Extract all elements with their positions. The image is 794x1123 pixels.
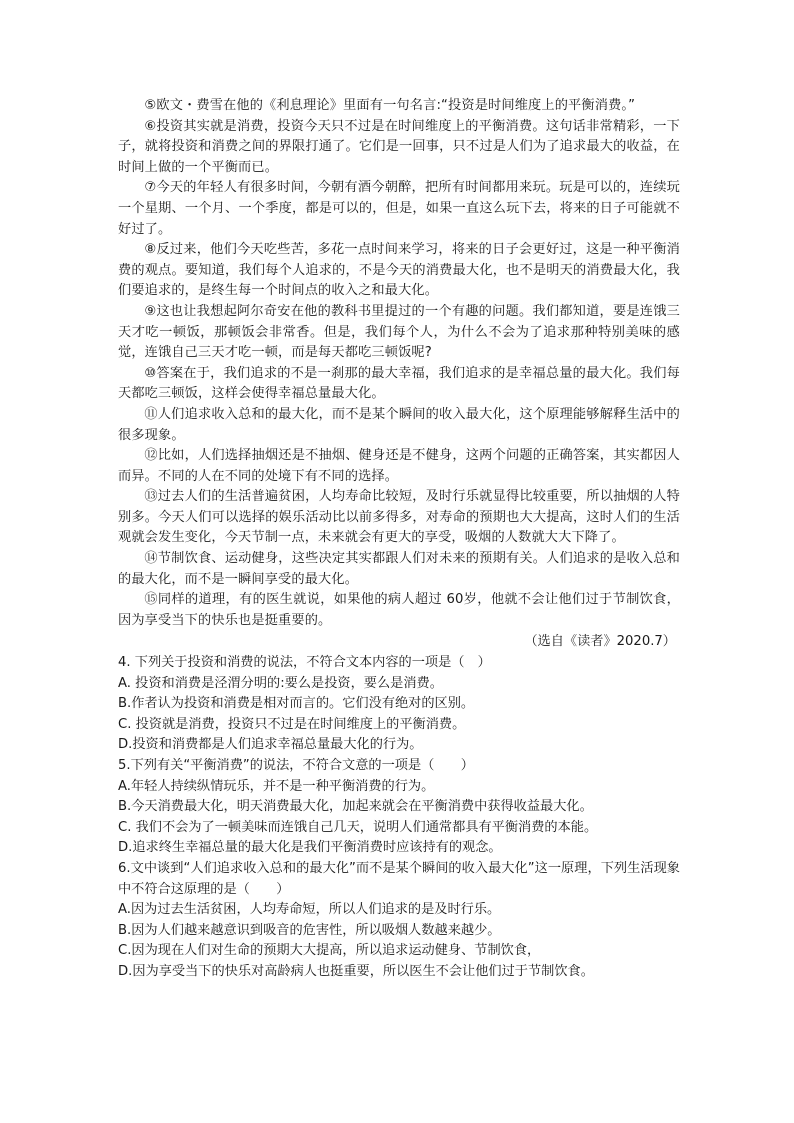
question-6-stem: 6.文中谈到“人们追求收入总和的最大化”而不是某个瞬间的收入最大化”这一原理，下列生活现象中不符合这原理的是（ ）: [118, 860, 680, 897]
question-5-stem: 5.下列有关“平衡消费”的说法，不符合文意的一项是（ ）: [118, 758, 474, 773]
article-paragraph-8: ⑧反过来，他们今天吃些苦，多花一点时间来学习，将来的日子会更好过，这是一种平衡消费的观点。要知道，我们每个人追求的，不是今天的消费最大化，也不是明天的消费最大化，我们要追求的，是终生每一个时间点的收入之和最大化。: [118, 242, 680, 299]
question-4-stem: 4. 下列关于投资和消费的说法，不符合文本内容的一项是（ ）: [118, 655, 491, 671]
question-6-option-a: A.因为过去生活贫困，人均寿命短，所以人们追求的是及时行乐。: [118, 902, 501, 918]
article-paragraph-13: ⑬过去人们的生活普遍贫困，人均寿命比较短，及时行乐就显得比较重要，所以抽烟的人特别多。今天人们可以选择的娱乐活动比以前多得多，对寿命的预期也大大提高，这时人们的生活观就会发生变化，今天节制一点，未来就会有更大的享受，吸烟的人数就大大下降了。: [118, 489, 680, 546]
question-6: [118, 859, 680, 983]
question-4: [118, 653, 680, 756]
article-paragraph-10: ⑩答案在于，我们追求的不是一刹那的最大幸福，我们追求的是幸福总量的最大化。我们每天都吃三顿饭，这样会使得幸福总量最大化。: [118, 365, 680, 402]
question-6-option-c: C.因为现在人们对生命的预期大大提高，所以追求运动健身、节制饮食，: [118, 943, 541, 959]
article-body: [118, 96, 680, 653]
article-paragraph-6: ⑥投资其实就是消费，投资今天只不过是在时间维度上的平衡消费。这句话非常精彩，一下子，就将投资和消费之间的界限打通了。它们是一回事，只不过是人们为了追求最大的收益，在时间上做的一个平衡而已。: [118, 118, 680, 175]
question-4-option-c: C. 投资就是消费，投资只不过是在时间维度上的平衡消费。: [118, 716, 466, 732]
article-paragraph-9: ⑨这也让我想起阿尔奇安在他的教科书里提过的一个有趣的问题。我们都知道，要是连饿三天才吃一顿饭，那顿饭会非常香。但是，我们每个人，为什么不会为了追求那种特别美味的感觉，连饿自己三天才吃一顿，而是每天都吃三顿饭呢?: [118, 303, 680, 361]
question-5: [118, 756, 680, 859]
article-paragraph-7: ⑦今天的年轻人有很多时间，今朝有酒今朝醉，把所有时间都用来玩。玩是可以的，连续玩一个星期、一个月、一个季度，都是可以的，但是，如果一直这么玩下去，将来的日子可能就不好过了。: [118, 180, 680, 237]
question-4-option-d: D.投资和消费都是人们追求幸福总量最大化的行为。: [118, 737, 423, 753]
article-paragraph-5: ⑤欧文・费雪在他的《利息理论》里面有一句名言:“投资是时间维度上的平衡消费。”: [144, 98, 636, 113]
question-5-option-a: A.年轻人持续纵情玩乐，并不是一种平衡消费的行为。: [118, 778, 435, 794]
question-4-option-b: B.作者认为投资和消费是相对而言的。它们没有绝对的区别。: [118, 696, 475, 712]
question-5-option-b: B.今天消费最大化，明天消费最大化，加起来就会在平衡消费中获得收益最大化。: [118, 799, 593, 815]
article-paragraph-12: ⑫比如，人们选择抽烟还是不抽烟、健身还是不健身，这两个问题的正确答案，其实都因人而异。不同的人在不同的处境下有不同的选择。: [118, 448, 680, 484]
article-paragraph-11: ⑪人们追求收入总和的最大化，而不是某个瞬间的收入最大化，这个原理能够解释生活中的很多现象。: [118, 406, 680, 443]
article-source: （选自《读者》2020.7）: [524, 634, 676, 650]
article-paragraph-15: ⑮同样的道理，有的医生就说，如果他的病人超过 60岁，他就不会让他们过于节制饮食，因为享受当下的快乐也是挺重要的。: [118, 592, 680, 628]
document-content: [118, 96, 680, 983]
question-6-option-d: D.因为享受当下的快乐对高龄病人也挺重要，所以医生不会让他们过于节制饮食。: [118, 963, 594, 979]
question-5-option-c: C. 我们不会为了一顿美味而连饿自己几天，说明人们通常都具有平衡消费的本能。: [118, 819, 598, 835]
question-4-option-a: A. 投资和消费是泾渭分明的:要么是投资，要么是消费。: [118, 675, 443, 691]
article-paragraph-14: ⑭节制饮食、运动健身，这些决定其实都跟人们对未来的预期有关。人们追求的是收入总和的最大化，而不是一瞬间享受的最大化。: [118, 551, 680, 587]
question-6-option-b: B.因为人们越来越意识到吸音的危害性，所以吸烟人数越来越少。: [118, 922, 501, 938]
question-5-option-d: D.追求终生幸福总量的最大化是我们平衡消费时应该持有的观念。: [118, 840, 502, 856]
